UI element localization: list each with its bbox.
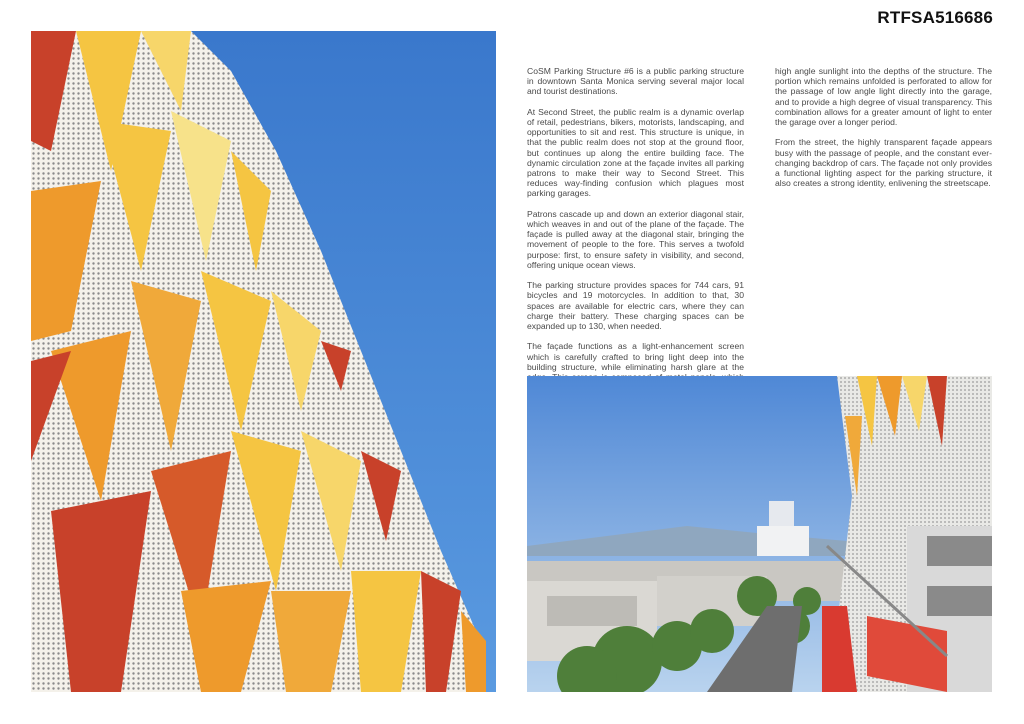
paragraph: The parking structure provides spaces for 744 cars, 91 bicycles and 19 motorcycles. In addition to that, 30 spaces are available for electric cars, where they can charge their battery. These charging spaces can be expanded up to 130, when needed. bbox=[527, 280, 744, 332]
street-view-photo bbox=[527, 376, 992, 692]
facade-panels-photo bbox=[31, 31, 496, 692]
paragraph: high angle sunlight into the depths of the structure. The portion which remains unfolded is perforated to allow for the passage of low angle light directly into the garage, and to provide a high degree of visual transparency. This combination allows for a greater amount of light to enter the garage over a longer period. bbox=[775, 66, 992, 128]
paragraph: CoSM Parking Structure #6 is a public parking structure in downtown Santa Monica serving several major local and tourist destinations. bbox=[527, 66, 744, 97]
paragraph: The façade functions as a light-enhancement screen which is carefully crafted to bring light deep into the building structure, while eliminating harsh glare at the bbox=[527, 341, 744, 372]
paragraph: Patrons cascade up and down an exterior diagonal stair, which weaves in and out of the plane of the façade. The façade is pulled away at the diagonal stair, bringing the movement of people to the fore. This serves a twofold purpose: first, to ensure safety in visibility, and second, offering unique ocean views. bbox=[527, 208, 744, 270]
facade-panels-illustration bbox=[31, 31, 496, 692]
document-id: RTFSA516686 bbox=[877, 8, 993, 27]
description-column-1 bbox=[527, 66, 744, 403]
description-column-2 bbox=[775, 66, 992, 199]
paragraph: At Second Street, the public realm is a dynamic overlap of retail, pedestrians, bikers, motorists, landscaping, and opportunities to sit and rest. This structure is unique, in that the public realm does not stop at the ground floor, but continues up along the entire building face. The dynamic circulation zone at the façade invites all parking patrons to make their way to Second Street. This reduces way-finding confusion which plagues most parking garages. bbox=[527, 106, 744, 199]
paragraph: From the street, the highly transparent façade appears busy with the passage of people, and the constant ever-changing backdrop of cars. The façade not only provides a functional lighting aspect for the parking structure, it also creates a strong identity, enlivening the streetscape. bbox=[775, 137, 992, 189]
street-view-illustration bbox=[527, 376, 992, 692]
